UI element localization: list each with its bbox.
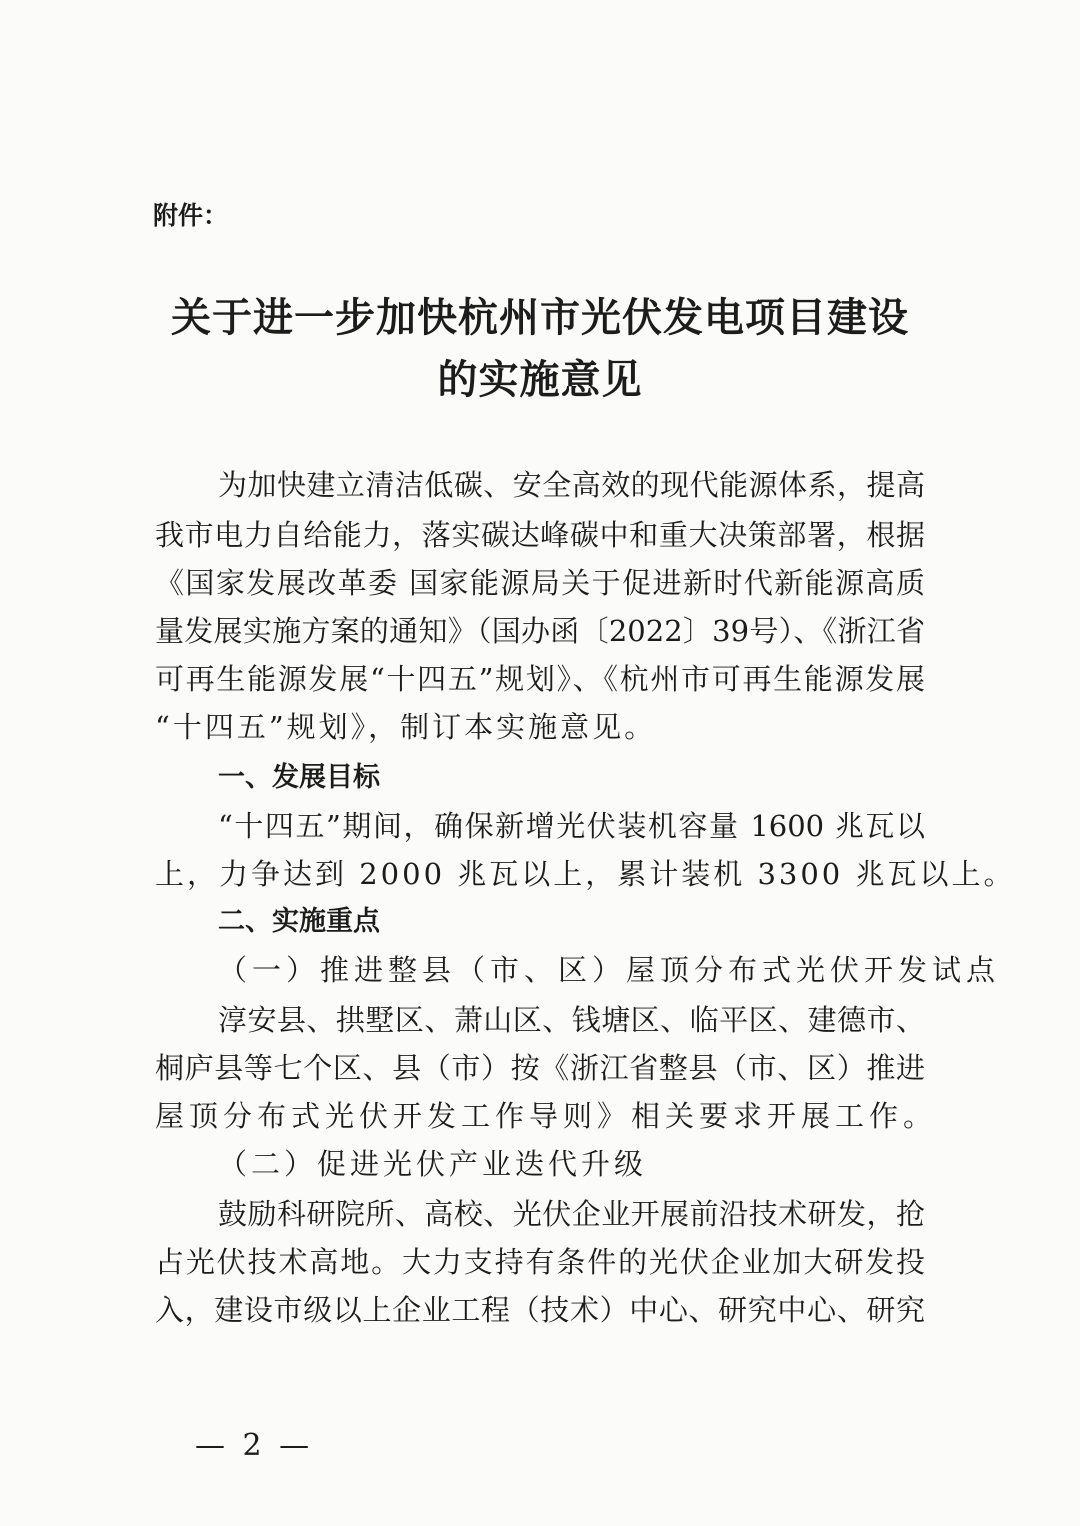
body-text-line: 《国家发展改革委 国家能源局关于促进新时代新能源高质 bbox=[155, 566, 925, 600]
body-text-line: 桐庐县等七个区、县（市）按《浙江省整县（市、区）推进 bbox=[155, 1051, 925, 1085]
document-title-line-1: 关于进一步加快杭州市光伏发电项目建设 bbox=[171, 294, 909, 341]
body-text-line: 可再生能源发展“十四五”规划》、《杭州市可再生能源发展 bbox=[155, 662, 925, 696]
page-number: — 2 — bbox=[195, 1428, 314, 1463]
subsection-heading: （二）促进光伏产业迭代升级 bbox=[218, 1147, 648, 1181]
body-text-line: “十四五”期间，确保新增光伏装机容量 1600 兆瓦以 bbox=[218, 809, 925, 843]
body-text-line: 入，建设市级以上企业工程（技术）中心、研究中心、研究 bbox=[155, 1293, 925, 1327]
body-text-line: 为加快建立清洁低碳、安全高效的现代能源体系，提高 bbox=[218, 468, 925, 502]
body-text-line: 占光伏技术高地。大力支持有条件的光伏企业加大研发投 bbox=[155, 1245, 925, 1279]
body-text-line: 我市电力自给能力，落实碳达峰碳中和重大决策部署，根据 bbox=[155, 518, 925, 552]
subsection-heading: （一）推进整县（市、区）屋顶分布式光伏开发试点 bbox=[218, 953, 1001, 987]
body-text-line: 鼓励科研院所、高校、光伏企业开展前沿技术研发，抢 bbox=[218, 1197, 925, 1231]
attachment-label: 附件： bbox=[153, 201, 229, 230]
body-text-line: 量发展实施方案的通知》（国办函〔2022〕39号）、《浙江省 bbox=[155, 614, 925, 648]
section-heading: 一、发展目标 bbox=[218, 762, 380, 793]
body-text-line: 淳安县、拱墅区、萧山区、钱塘区、临平区、建德市、 bbox=[218, 1003, 925, 1037]
document-title-line-2: 的实施意见 bbox=[437, 356, 643, 403]
body-text-line: “十四五”规划》，制订本实施意见。 bbox=[155, 710, 657, 744]
body-text-line: 屋顶分布式光伏开发工作导则》相关要求开展工作。 bbox=[155, 1099, 938, 1133]
body-text-line: 上，力争达到 2000 兆瓦以上，累计装机 3300 兆瓦以上。 bbox=[155, 857, 1016, 891]
section-heading: 二、实施重点 bbox=[218, 906, 380, 937]
